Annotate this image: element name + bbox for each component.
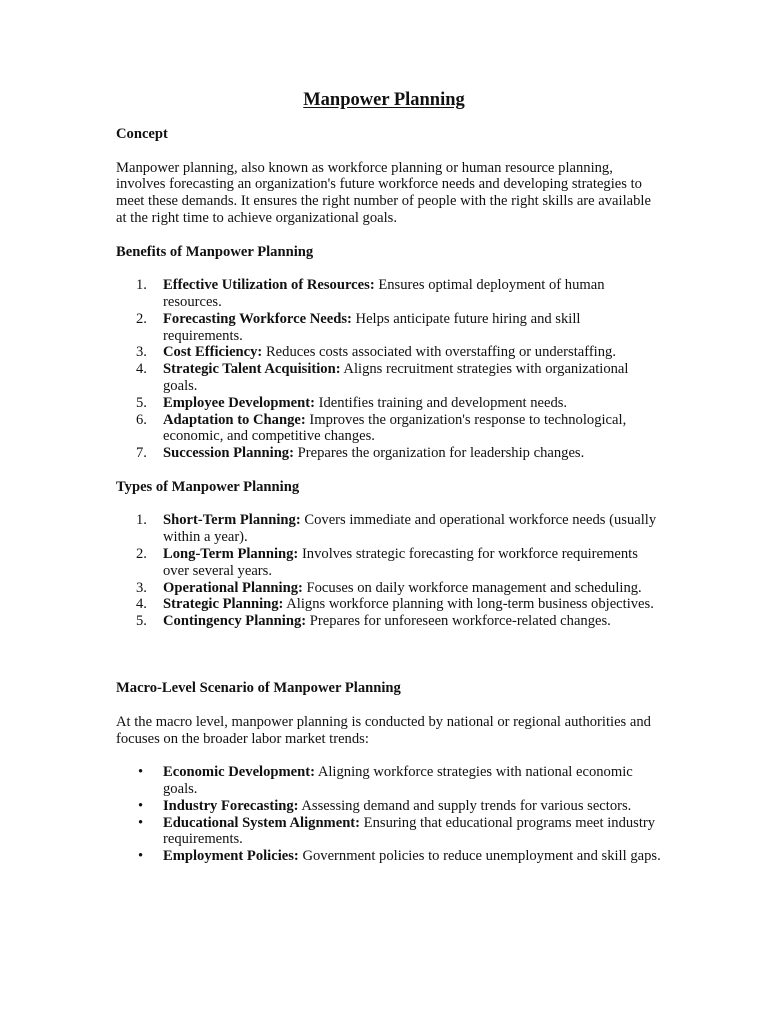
list-item: 3. Cost Efficiency: Reduces costs associated with overstaffing or understaffing. [136, 344, 616, 361]
bullet-icon: • [138, 814, 144, 831]
bullet-icon: • [138, 797, 144, 814]
list-item: • Economic Development: Aligning workforce strategies with national economic goals. [138, 764, 633, 798]
list-item: 2. Forecasting Workforce Needs: Helps anticipate future hiring and skill requirements. [136, 310, 581, 344]
list-item: 5. Employee Development: Identifies training and development needs. [136, 394, 568, 411]
concept-heading: Concept [116, 126, 168, 142]
list-item: 5. Contingency Planning: Prepares for unforeseen workforce-related changes. [136, 613, 611, 630]
macro-intro: At the macro level, manpower planning is conducted by national or regional authorities and focuses on the broader labor market trends: [116, 713, 651, 747]
list-item: 7. Succession Planning: Prepares the organization for leadership changes. [136, 445, 585, 462]
list-item: 2. Long-Term Planning: Involves strategic forecasting for workforce requirements over several years. [136, 545, 638, 579]
page-title: Manpower Planning [303, 90, 465, 110]
benefits-heading: Benefits of Manpower Planning [116, 243, 314, 260]
benefits-list [116, 277, 661, 462]
list-item: • Industry Forecasting: Assessing demand and supply trends for various sectors. [138, 797, 632, 814]
list-item: • Employment Policies: Government policies to reduce unemployment and skill gaps. [138, 848, 661, 865]
types-heading: Types of Manpower Planning [116, 478, 300, 495]
list-item: 1. Short-Term Planning: Covers immediate and operational workforce needs (usually within a year). [136, 512, 657, 546]
types-list [116, 512, 661, 630]
document-body [116, 126, 661, 865]
list-item: 3. Operational Planning: Focuses on daily workforce management and scheduling. [136, 579, 642, 596]
list-item: 1. Effective Utilization of Resources: Ensures optimal deployment of human resources. [136, 277, 605, 310]
concept-paragraph: Manpower planning, also known as workforce planning or human resource planning, involves forecasting an organization's future workforce needs and developing strategies to meet these demands. It ensures the right number of people with the right skills are available at the right time to achieve organizational goals. [116, 159, 651, 226]
list-item: 6. Adaptation to Change: Improves the organization's response to technological, economic, and competitive changes. [136, 411, 627, 445]
list-item: 4. Strategic Planning: Aligns workforce planning with long-term business objectives. [136, 596, 654, 613]
bullet-icon: • [138, 848, 144, 865]
list-item: 4. Strategic Talent Acquisition: Aligns recruitment strategies with organizational goals. [136, 361, 629, 394]
list-item: • Educational System Alignment: Ensuring that educational programs meet industry requirements. [138, 814, 656, 848]
macro-heading: Macro-Level Scenario of Manpower Planning [116, 680, 401, 697]
bullet-icon: • [138, 764, 144, 781]
macro-list [116, 764, 661, 865]
